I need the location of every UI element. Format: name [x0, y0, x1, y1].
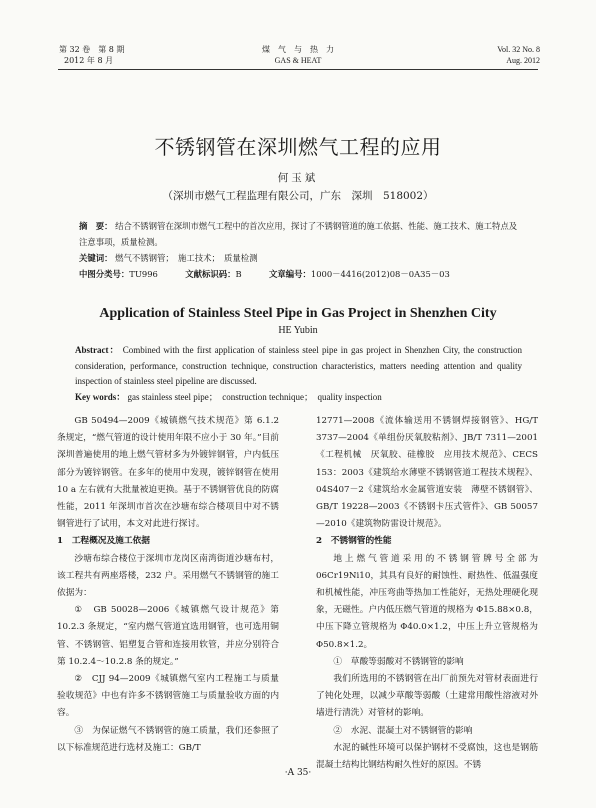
keywords-cn-label: 关键词：	[79, 253, 113, 263]
abstract-block-cn	[79, 218, 519, 282]
volume-cn: 第 32 卷 第 8 期	[59, 45, 125, 54]
keywords-en	[75, 390, 522, 406]
date-en: Aug. 2012	[506, 56, 540, 65]
article-title-cn: 不锈钢管在深圳燃气工程的应用	[154, 135, 442, 159]
section-heading: 2 不锈钢管的性能	[316, 536, 392, 547]
journal-issue-en	[497, 44, 540, 66]
abstract-cn-text: 结合不锈钢管在深圳市燃气工程中的首次应用，探讨了不锈钢管道的施工依据、性能、施工技术、施工特点及注意事项，质量检测。	[79, 221, 518, 247]
affiliation-cn: （深圳市燃气工程监理有限公司，广东 深圳 518002）	[162, 190, 434, 202]
abstract-en-label: Abstract：	[75, 345, 120, 355]
paragraph: ① GB 50028—2006《城镇燃气设计规范》第 10.2.3 条规定，“室内燃气管道宜选用钢管，也可选用铜管、不锈钢管、铝塑复合管和连接用软管，并应分别符合第 10.2.4～10.2.8 条的规定。”	[57, 605, 279, 667]
paragraph: 我们所选用的不锈钢管在出厂前预先对管材表面进行了钝化处理，以减少草酸等弱酸（土建常用酸性溶液对外墙进行清洗）对管材的影响。	[316, 674, 538, 719]
doc-code-label: 文献标识码：	[185, 269, 236, 279]
keywords-en-label: Key words：	[75, 391, 126, 402]
subsection-heading: ① 草酸等弱酸对不锈钢管的影响	[333, 656, 464, 667]
journal-name-en: GAS & HEAT	[274, 56, 322, 65]
subsection-heading: ② 水泥、混凝土对不锈钢管的影响	[333, 725, 473, 736]
article-number-value: 1000－4416(2012)08－0A35－03	[310, 269, 450, 279]
article-title-en: Application of Stainless Steel Pipe in Gas Project in Shenzhen City	[99, 306, 497, 321]
paragraph: GB 50494—2009《城镇燃气技术规范》第 6.1.2 条规定，“燃气管道的设计使用年限不应小于 30 年。”目前深圳普遍使用的地上燃气管材多为外镀锌钢管，户内低压部分为镀锌钢管。在多年的使用中发现，镀锌钢管在使用 10 a 左右就有大批量被迫更换。基于不锈钢管优良的防腐性能，2011 年深圳市首次在沙塘布综合楼项目中对不锈钢管进行了试用，本文对此进行探讨。	[57, 416, 279, 530]
article-number-label: 文章编号：	[268, 269, 311, 279]
classification-info	[79, 266, 519, 282]
paragraph: ② CJJ 94—2009《城镇燃气室内工程施工与质量验收规范》中也有许多不锈钢管施工与质量验收方面的内容。	[57, 674, 279, 719]
keywords-cn-text: 燃气不锈钢管； 施工技术； 质量检测	[115, 253, 258, 263]
paragraph: 沙塘布综合楼位于深圳市龙岗区南湾街道沙塘布村，该工程共有两座塔楼，232 户。采用燃气不锈钢管的施工依据为：	[57, 553, 279, 599]
abstract-cn	[79, 218, 519, 250]
paragraph: 水泥的碱性环境可以保护钢材不受腐蚀，这也是钢筋混凝土结构比钢结构耐久性好的原因。不锈	[316, 742, 538, 771]
abstract-cn-label: 摘 要：	[79, 221, 113, 231]
page-number: ·A 35·	[284, 768, 312, 778]
section-heading: 1 工程概况及施工依据	[57, 536, 150, 547]
abstract-en-text: Combined with the first application of stainless steel pipe in gas project in Shenzhen City, the construction consideration, performance, construction technique, construction characteristics, matters needing attention and quality inspection of stainless steel pipeline are discussed.	[75, 345, 523, 386]
paragraph: ③ 为保证燃气不锈钢管的施工质量，我们还参照了以下标准规范进行选材及施工：GB/T	[57, 725, 279, 753]
paragraph: 地上燃气管道采用的不锈钢管牌号全部为 06Cr19Ni10，其具有良好的耐蚀性、耐热性、低温强度和机械性能，冲压弯曲等热加工性能好，无热处理硬化现象，无磁性。户内低压燃气管道的规格为 Φ15.88×0.8，中压下降立管规格为 Φ40.0×1.2，中压上升立管规格为 Φ50.8×1.2。	[316, 553, 538, 650]
volume-en: Vol. 32 No. 8	[497, 45, 540, 54]
journal-name-cn: 煤 气 与 热 力	[262, 45, 334, 54]
body-column-right	[316, 413, 538, 774]
paragraph: 12771—2008《流体输送用不锈钢焊接钢管》、HG/T 3737—2004《单组份厌氧胶粘剂》、JB/T 7311—2001《工程机械 厌氧胶、硅橡胶 应用技术规范》、CECS 153：2003《建筑给水薄壁不锈钢管道工程技术规程》、04S407－2《建筑给水金属管道安装 薄壁不锈钢管》、GB/T 19228—2003《不锈钢卡压式管件》、GB 50057—2010《建筑物防雷设计规范》。	[316, 416, 538, 530]
clc-label: 中图分类号：	[79, 269, 130, 279]
body-column-left	[57, 413, 279, 757]
keywords-cn	[79, 250, 519, 266]
author-cn: 何玉斌	[277, 172, 319, 184]
doc-code-value: B	[235, 269, 242, 279]
date-cn: 2012 年 8 月	[64, 56, 114, 65]
header-rule	[58, 69, 538, 70]
abstract-block-en	[75, 343, 522, 405]
author-en: HE Yubin	[278, 325, 318, 336]
clc-value: TU996	[129, 269, 158, 279]
abstract-en	[75, 343, 522, 390]
keywords-en-text: gas stainless steel pipe； construction technique； quality inspection	[127, 391, 382, 402]
